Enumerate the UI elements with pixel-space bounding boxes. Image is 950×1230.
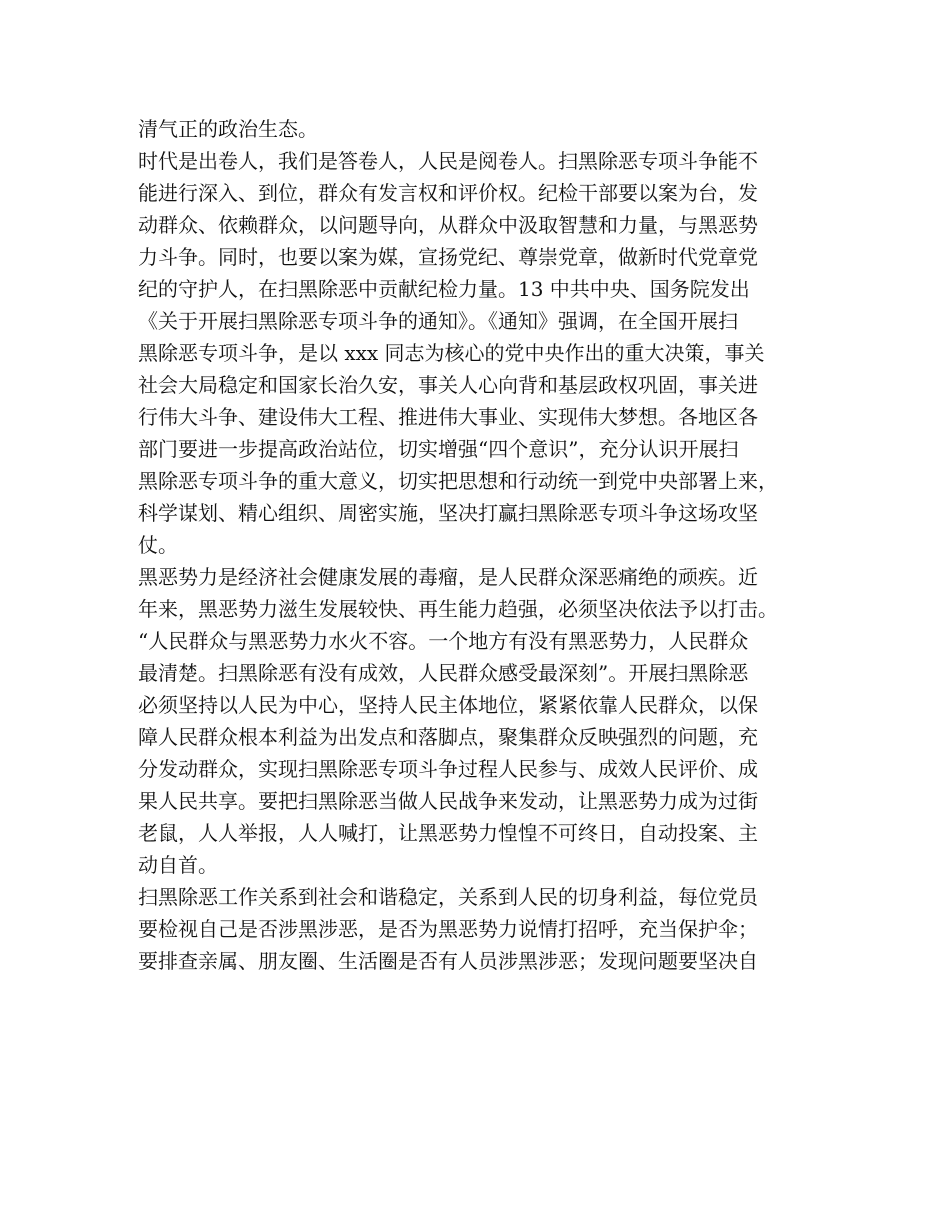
text-line: 老鼠，人人举报，人人喊打，让黑恶势力惶惶不可终日，自动投案、主	[138, 821, 758, 845]
text-line: 要排查亲属、朋友圈、生活圈是否有人员涉黑涉恶；发现问题要坚决自	[138, 949, 758, 973]
text-line: 年来，黑恶势力滋生发展较快、再生能力趋强，必须坚决依法予以打击。	[138, 597, 778, 621]
text-line: 科学谋划、精心组织、周密实施，坚决打赢扫黑除恶专项斗争这场攻坚	[138, 501, 758, 525]
text-line: 纪的守护人，在扫黑除恶中贡献纪检力量。13 中共中央、国务院发出	[138, 277, 750, 301]
text-line: 能进行深入、到位，群众有发言权和评价权。纪检干部要以案为台，发	[138, 181, 758, 205]
text-line: 时代是出卷人，我们是答卷人，人民是阅卷人。扫黑除恶专项斗争能不	[138, 149, 758, 173]
text-line: 社会大局稳定和国家长治久安，事关人心向背和基层政权巩固，事关进	[138, 373, 758, 397]
text-line: 障人民群众根本利益为出发点和落脚点，聚集群众反映强烈的问题，充	[138, 725, 758, 749]
text-line: 清气正的政治生态。	[138, 117, 318, 141]
body-text	[138, 113, 818, 977]
text-line: 扫黑除恶工作关系到社会和谐稳定，关系到人民的切身利益，每位党员	[138, 885, 758, 909]
text-line: 分发动群众，实现扫黑除恶专项斗争过程人民参与、成效人民评价、成	[138, 757, 758, 781]
text-line: 要检视自己是否涉黑涉恶，是否为黑恶势力说情打招呼，充当保护伞；	[138, 917, 758, 941]
text-line: 必须坚持以人民为中心，坚持人民主体地位，紧紧依靠人民群众，以保	[138, 693, 758, 717]
text-line: 仗。	[138, 533, 178, 557]
text-line: 动自首。	[138, 853, 218, 877]
text-line: “人民群众与黑恶势力水火不容。一个地方有没有黑恶势力，人民群众	[138, 629, 749, 653]
text-line: 黑恶势力是经济社会健康发展的毒瘤，是人民群众深恶痛绝的顽疾。近	[138, 565, 758, 589]
text-line: 黑除恶专项斗争的重大意义，切实把思想和行动统一到党中央部署上来，	[138, 469, 778, 493]
text-line: 黑除恶专项斗争，是以 xxx 同志为核心的党中央作出的重大决策，事关	[138, 341, 765, 365]
text-line: 最清楚。扫黑除恶有没有成效，人民群众感受最深刻”。开展扫黑除恶	[138, 661, 749, 685]
text-line: 部门要进一步提高政治站位，切实增强“四个意识”，充分认识开展扫	[138, 437, 739, 461]
text-line: 行伟大斗争、建设伟大工程、推进伟大事业、实现伟大梦想。各地区各	[138, 405, 758, 429]
text-line: 力斗争。同时，也要以案为媒，宣扬党纪、尊崇党章，做新时代党章党	[138, 245, 758, 269]
text-line: 《关于开展扫黑除恶专项斗争的通知》。《通知》强调，在全国开展扫	[138, 309, 738, 333]
text-line: 果人民共享。要把扫黑除恶当做人民战争来发动，让黑恶势力成为过街	[138, 789, 758, 813]
text-line: 动群众、依赖群众，以问题导向，从群众中汲取智慧和力量，与黑恶势	[138, 213, 758, 237]
